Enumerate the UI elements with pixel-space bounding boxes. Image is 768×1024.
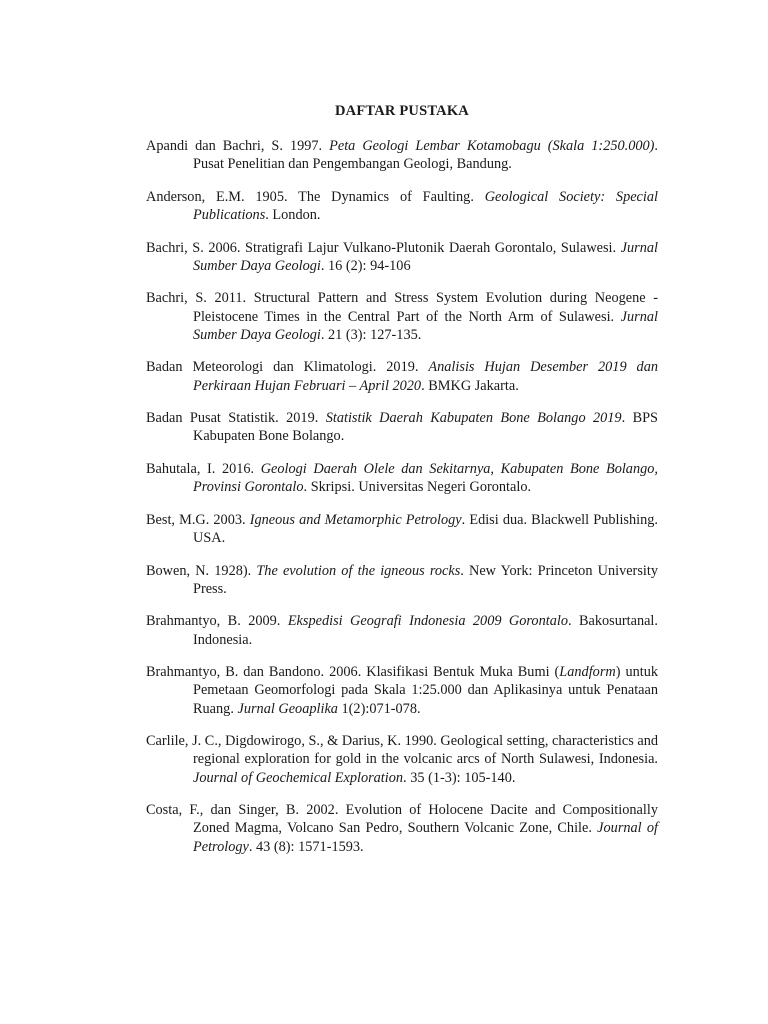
reference-italic-title: Landform [559, 664, 616, 681]
reference-text: Bahutala, I. 2016. [146, 460, 261, 477]
reference-text: Bowen, N. 1928). [146, 562, 257, 579]
reference-entry [146, 409, 658, 445]
reference-text: Costa, F., dan Singer, B. 2002. Evolution of Holocene Dacite and Compositionally Zoned Magma, Volcano San Pedro, Southern Volcanic Zone, Chile. [146, 802, 658, 837]
reference-text: . BMKG Jakarta. [421, 377, 519, 394]
reference-text: . 35 (1-3): 105-140. [403, 769, 516, 786]
reference-italic-title: Jurnal Sumber Daya Geologi [193, 239, 658, 274]
reference-text: . BPS Kabupaten Bone Bolango. [193, 410, 659, 445]
reference-text: . Pusat Penelitian dan Pengembangan Geologi, Bandung. [193, 138, 658, 173]
reference-italic-title: Peta Geologi Lembar Kotamobagu (Skala 1:250.000) [329, 138, 655, 154]
reference-text: . 43 (8): 1571-1593. [248, 838, 364, 855]
reference-italic-title: Geologi Daerah Olele dan Sekitarnya, Kabupaten Bone Bolango, Provinsi Gorontalo [193, 460, 658, 496]
reference-text: . Edisi dua. Blackwell Publishing. USA. [193, 511, 658, 546]
reference-italic-title: The evolution of the igneous rocks [256, 562, 461, 579]
reference-text: Anderson, E.M. 1905. The Dynamics of Faulting. [146, 188, 485, 205]
reference-text: Badan Meteorologi dan Klimatologi. 2019. [146, 359, 429, 376]
reference-italic-title: Jurnal Sumber Daya Geologi [193, 308, 658, 343]
reference-text: . Bakosurtanal. Indonesia. [193, 613, 658, 648]
reference-italic-title: Analisis Hujan Desember 2019 dan Perkiraan Hujan Februari – April 2020 [193, 359, 658, 394]
page-title: DAFTAR PUSTAKA [335, 103, 469, 119]
reference-entry [146, 801, 658, 856]
reference-italic-title: Igneous and Metamorphic Petrology [249, 511, 462, 528]
reference-text: Brahmantyo, B. dan Bandono. 2006. Klasifikasi Bentuk Muka Bumi ( [146, 664, 560, 681]
reference-entry [146, 562, 658, 598]
reference-italic-title: Ekspedisi Geografi Indonesia 2009 Gorontalo [287, 613, 568, 630]
reference-text: . New York: Princeton University Press. [193, 562, 658, 597]
reference-entry [146, 239, 658, 275]
reference-italic-title: Journal of Geochemical Exploration [193, 769, 404, 786]
reference-text: Carlile, J. C., Digdowirogo, S., & Darius, K. 1990. Geological setting, characteristics and regional exploration for gold in the volcanic arcs of North Sulawesi, Indonesia. [146, 733, 658, 768]
reference-entry [146, 732, 658, 787]
reference-text: Bachri, S. 2011. Structural Pattern and Stress System Evolution during Neogene - Pleistocene Times in the Central Part of the North Arm of Sulawesi. [146, 290, 658, 325]
reference-text: . 16 (2): 94-106 [320, 257, 411, 274]
reference-text: . London. [265, 207, 321, 223]
reference-italic-title: Journal of Petrology [193, 820, 658, 855]
reference-text: Badan Pusat Statistik. 2019. [146, 410, 326, 427]
reference-entry [146, 188, 658, 224]
reference-text: Bachri, S. 2006. Stratigrafi Lajur Vulkano-Plutonik Daerah Gorontalo, Sulawesi. [146, 239, 621, 256]
reference-list [146, 137, 658, 870]
reference-text: . 21 (3): 127-135. [320, 326, 422, 343]
reference-text: Apandi dan Bachri, S. 1997. [146, 138, 330, 154]
reference-entry [146, 137, 658, 173]
reference-entry [146, 289, 658, 344]
reference-text: Best, M.G. 2003. [146, 511, 250, 528]
reference-text: 1(2):071-078. [337, 700, 421, 717]
reference-text: . Skripsi. Universitas Negeri Gorontalo. [303, 479, 532, 496]
reference-italic-title: Statistik Daerah Kabupaten Bone Bolango 2019 [325, 410, 622, 427]
reference-italic-title: Geological Society: Special Publications [193, 188, 658, 223]
reference-italic-title: Jurnal Geoaplika [237, 700, 338, 717]
reference-entry [146, 511, 658, 547]
reference-text: ) untuk Pemetaan Geomorfologi pada Skala 1:25.000 dan Aplikasinya untuk Penataan Ruang. [193, 664, 659, 717]
reference-entry [146, 460, 658, 496]
reference-text: Brahmantyo, B. 2009. [146, 613, 288, 630]
reference-entry [146, 358, 658, 394]
reference-entry [146, 663, 658, 718]
reference-entry [146, 612, 658, 648]
